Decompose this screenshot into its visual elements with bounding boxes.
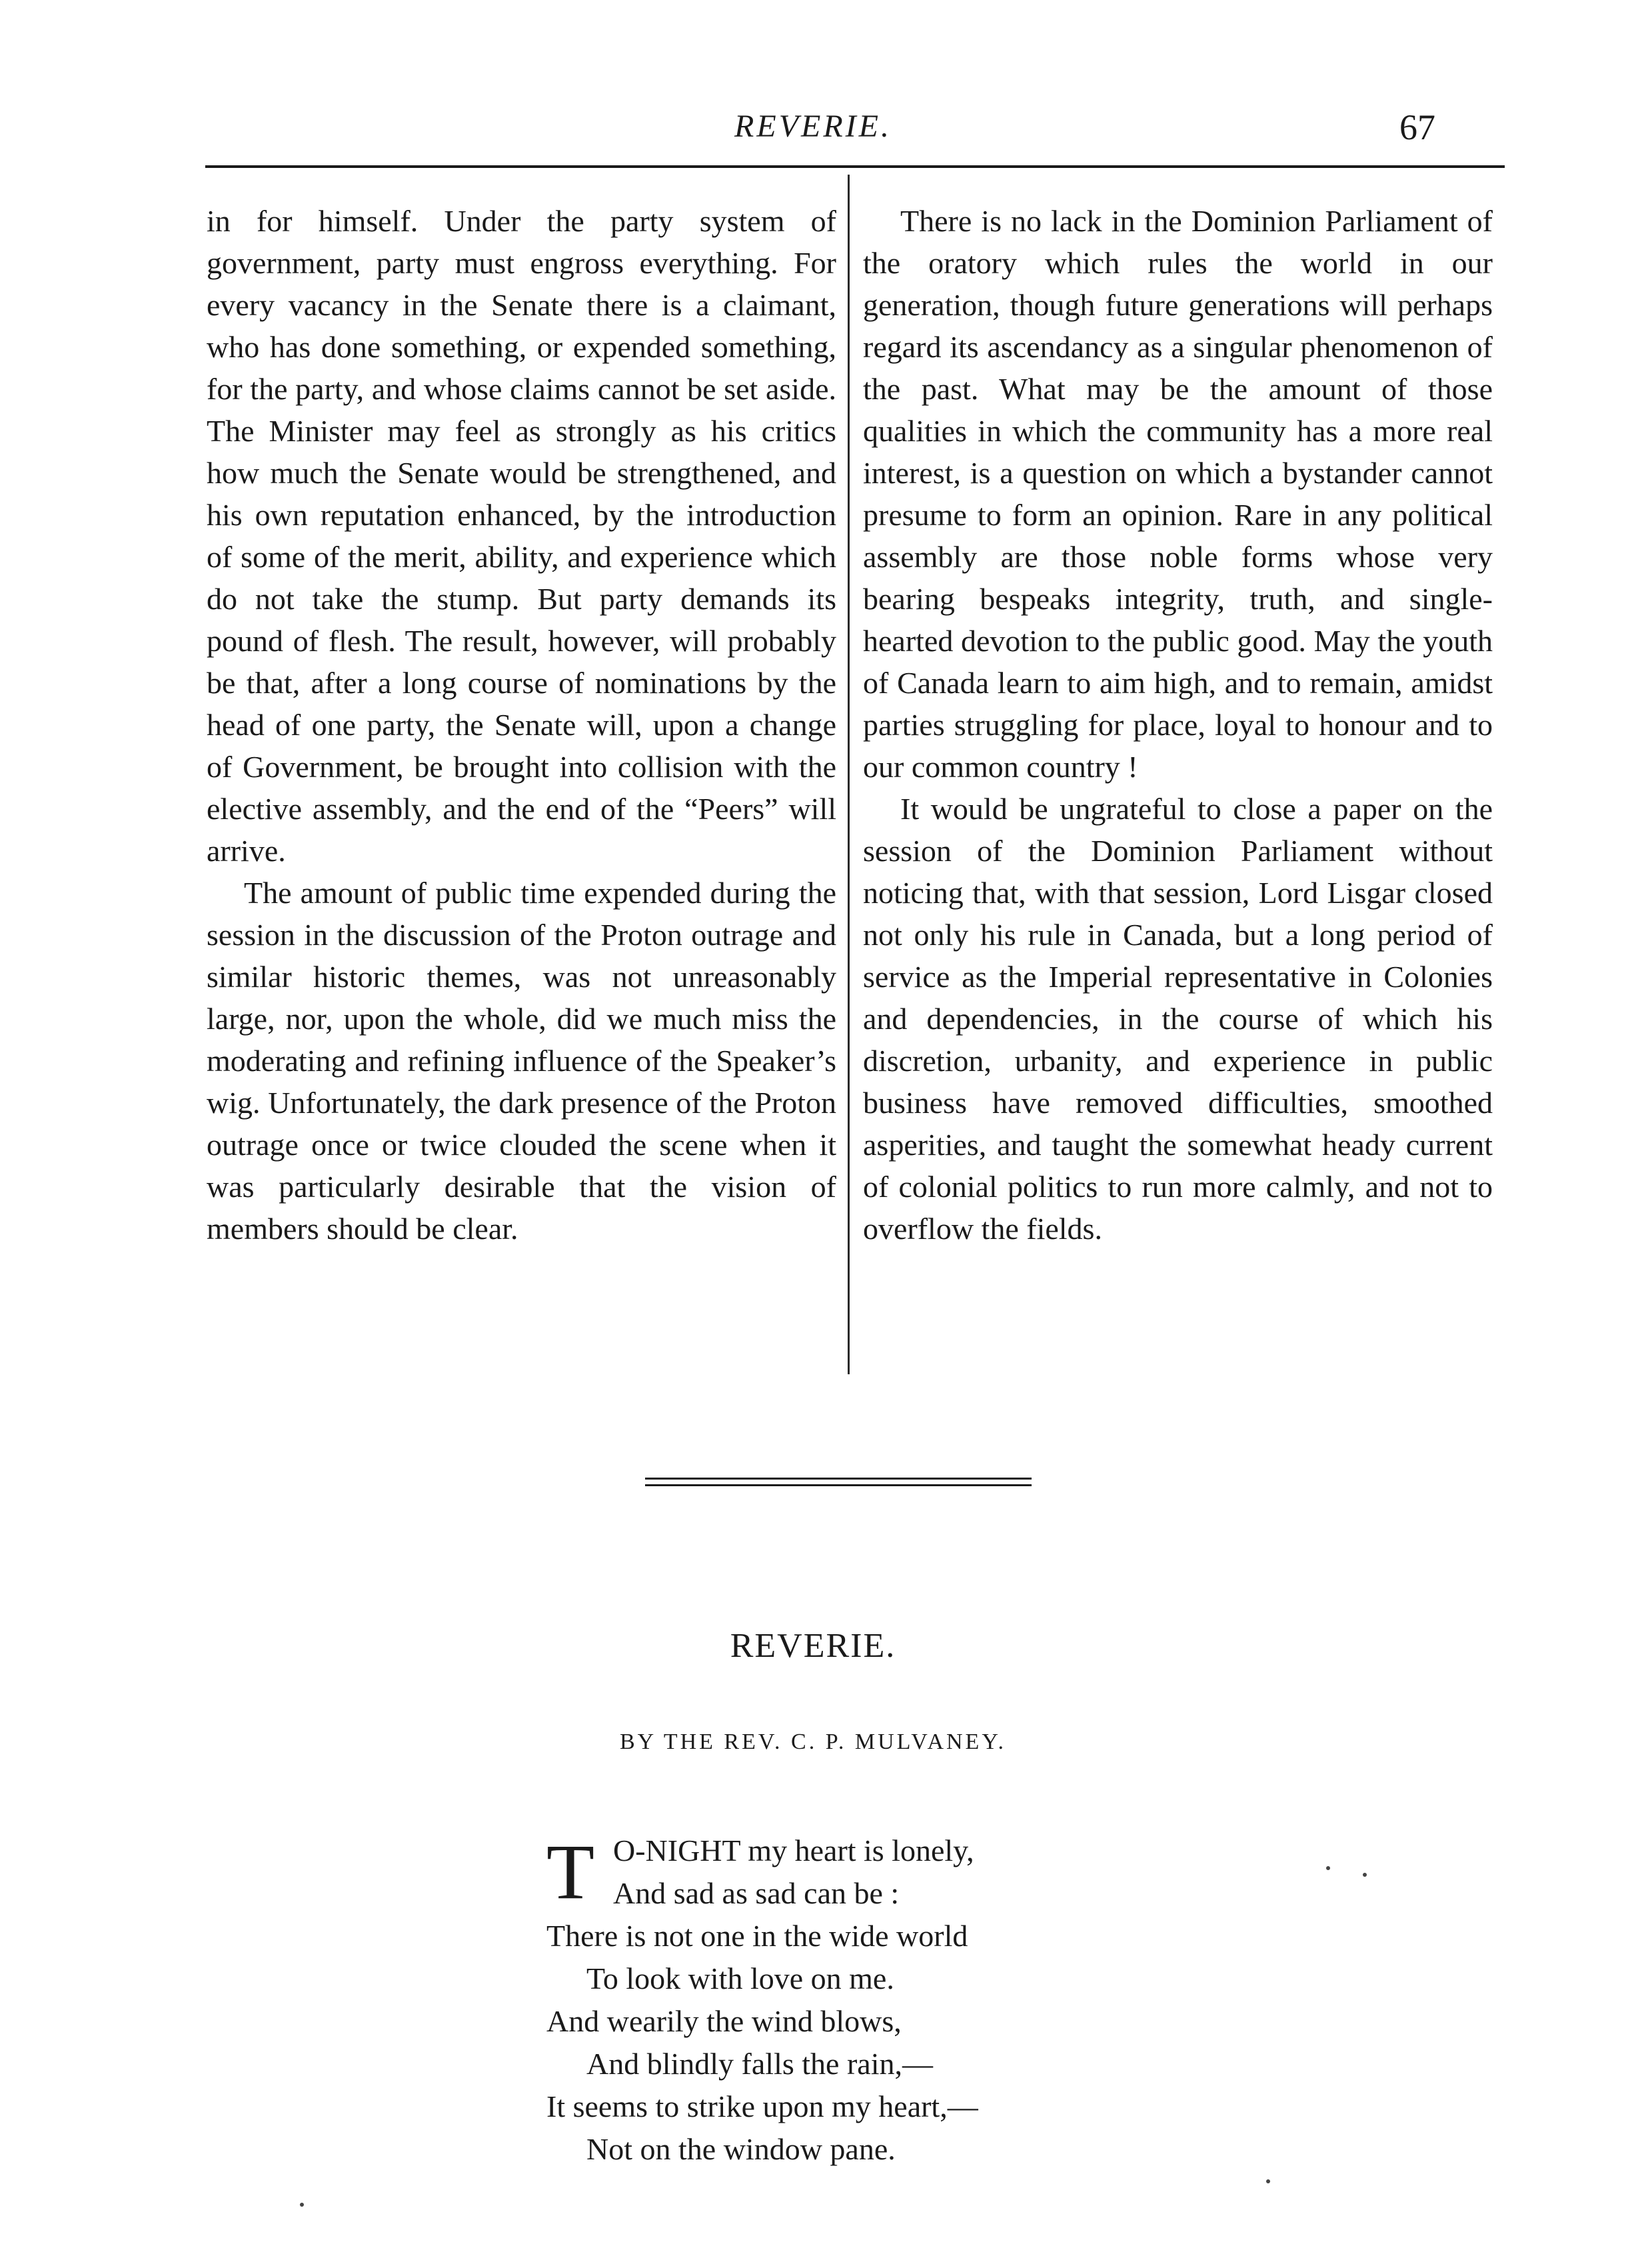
verse-line: It seems to strike upon my heart,— [546, 2089, 978, 2123]
print-speck [1266, 2179, 1270, 2183]
left-column [207, 200, 836, 1373]
drop-cap: T [546, 1828, 595, 1915]
verse-line: Not on the window pane. [586, 2132, 896, 2166]
print-speck [300, 2203, 304, 2207]
running-head [0, 100, 1626, 147]
column-divider [848, 175, 850, 1374]
header-rule [205, 165, 1505, 168]
paragraph: There is no lack in the Dominion Parliament of the oratory which rules the world in our generation, though future generations will perhaps regard its ascendancy as a singular phenomenon of the past. What may be the amount of those qualities in which the community has a more real interest, is a question on which a bystander cannot presume to form an opinion. Rare in any political assembly are those noble forms whose very bearing bespeaks integrity, truth, and single-hearted devotion to the public good. May the youth of Canada learn to aim high, and to remain, amidst parties struggling for place, loyal to honour and to our common country ! [863, 204, 1493, 784]
page-number: 67 [1399, 107, 1435, 147]
running-title: REVERIE. [734, 109, 892, 144]
verse-line: And sad as sad can be : [613, 1876, 900, 1910]
verse-line: To look with love on me. [586, 1961, 894, 1995]
paragraph: It would be ungrateful to close a paper on the session of the Dominion Parliament without noticing that, with that session, Lord Lisgar closed not only his rule in Canada, but a long period of service as the Imperial representative in Colonies and dependencies, in the course of which his discretion, urbanity, and experience in public business have removed difficulties, smoothed asperities, and taught the somewhat heady current of colonial politics to run more calmly, and not to overflow the fields. [863, 792, 1493, 1246]
right-column [863, 200, 1493, 1373]
verse-line: And wearily the wind blows, [546, 2004, 902, 2038]
print-speck [1363, 1873, 1367, 1877]
section-separator [645, 1478, 1032, 1491]
paragraph: The amount of public time expended during the session in the discussion of the Proton outrage and similar historic themes, was not unreasonably large, nor, upon the whole, did we much miss the moderating and refining influence of the Speaker’s wig. Unfortunately, the dark presence of the Proton outrage once or twice clouded the scene when it was particularly desirable that the vision of members should be clear. [207, 876, 836, 1246]
verse-line: There is not one in the wide world [546, 1919, 968, 1953]
paragraph: in for himself. Under the party system of government, party must engross everything. For every vacancy in the Senate there is a claimant, who has done something, or expended something, for the party, and whose claims cannot be set aside. The Minister may feel as strongly as his critics how much the Senate would be strengthened, and his own reputation enhanced, by the introduction of some of the merit, ability, and experience which do not take the stump. But party demands its pound of flesh. The result, however, will probably be that, after a long course of nominations by the head of one party, the Senate will, upon a change of Government, be brought into collision with the elective assembly, and the end of the “Peers” will arrive. [207, 204, 836, 868]
article-title: REVERIE. [730, 1627, 896, 1665]
verse-line: O-NIGHT my heart is lonely, [613, 1833, 974, 1867]
poem [546, 1829, 1213, 2171]
print-speck [1326, 1866, 1330, 1870]
verse-line: And blindly falls the rain,— [586, 2047, 933, 2081]
byline: BY THE REV. C. P. MULVANEY. [619, 1729, 1007, 1754]
